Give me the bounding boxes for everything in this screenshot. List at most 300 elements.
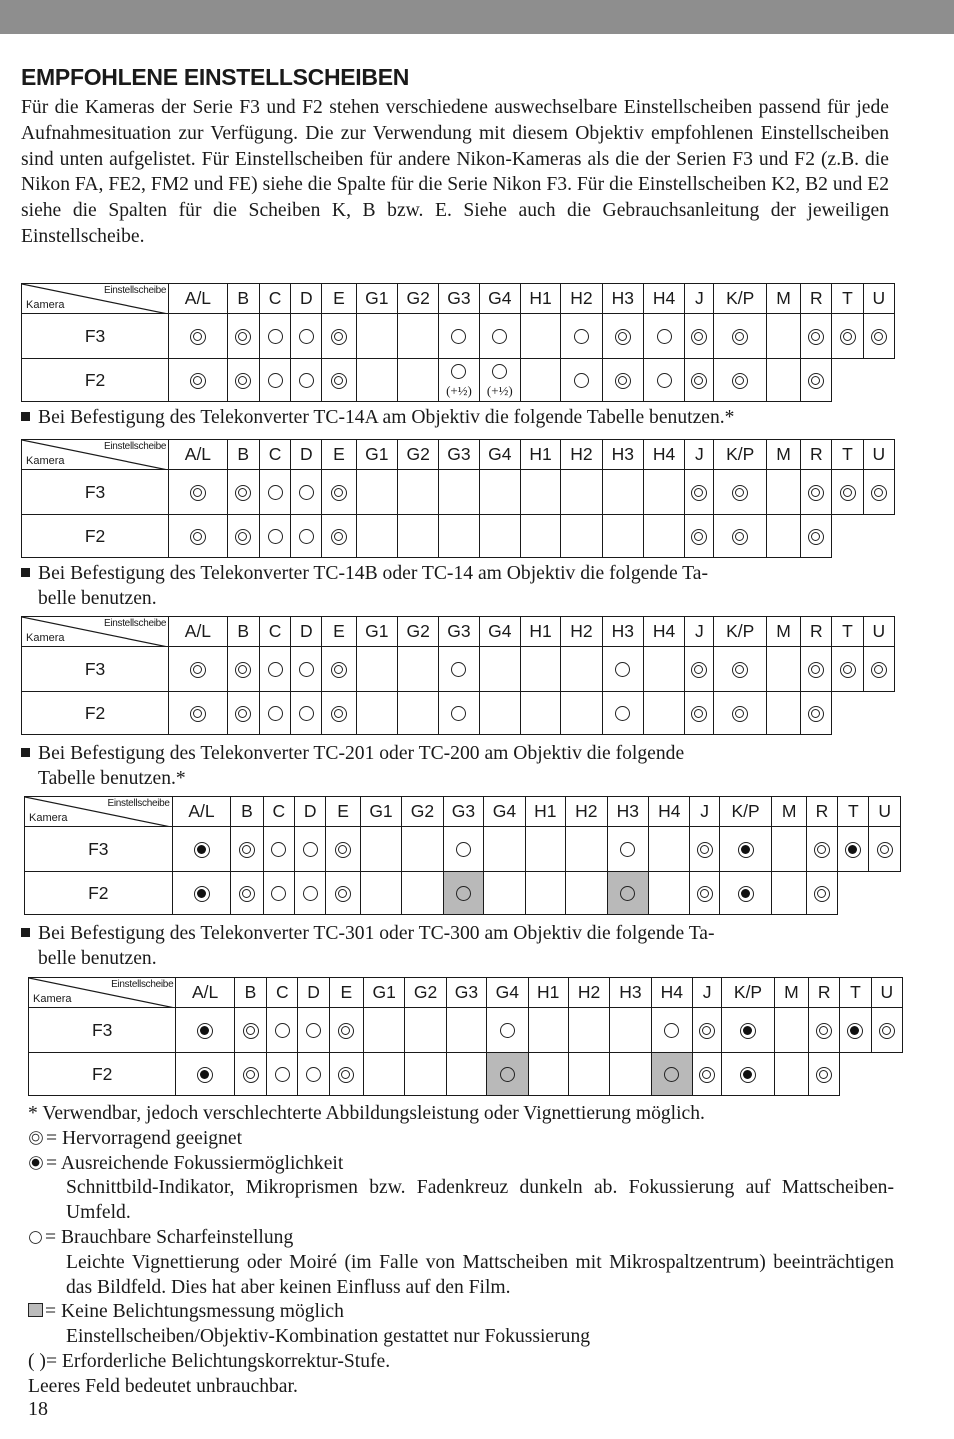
usable-icon <box>456 886 471 901</box>
page-title: EMPFOHLENE EINSTELLSCHEIBEN <box>21 64 410 90</box>
screen-cell <box>869 827 901 872</box>
screen-cell <box>525 827 565 872</box>
legend-sufficient: = Ausreichende Fokussiermöglichkeit <box>28 1152 894 1177</box>
note-text-cont: Tabelle benutzen.* <box>38 767 186 789</box>
blank-cell <box>863 692 894 735</box>
screen-cell <box>439 314 479 359</box>
excellent-icon <box>239 886 255 902</box>
column-header: D <box>291 284 322 314</box>
column-header: J <box>685 617 714 647</box>
screen-cell <box>439 359 479 402</box>
column-header: R <box>806 797 837 827</box>
excellent-icon <box>331 373 347 389</box>
screen-cell <box>329 1008 363 1053</box>
excellent-icon <box>331 529 347 545</box>
usable-icon <box>492 364 507 379</box>
sufficient-icon <box>845 842 861 858</box>
column-header: C <box>259 284 290 314</box>
sufficient-icon <box>740 1023 756 1039</box>
legend-footnote: * Verwendbar, jedoch verschlechterte Abbildungsleistung oder Vignettierung möglich. <box>28 1103 705 1124</box>
excellent-icon <box>808 706 824 722</box>
note-tc301 <box>21 922 891 971</box>
note-text-cont: belle benutzen. <box>38 947 157 969</box>
usable-icon <box>299 706 314 721</box>
screen-cell <box>405 1008 446 1053</box>
column-header: H1 <box>520 284 560 314</box>
column-header: C <box>259 440 290 470</box>
usable-icon <box>620 842 635 857</box>
excellent-icon <box>697 886 713 902</box>
screen-cell <box>801 359 832 402</box>
screen-cell <box>566 827 607 872</box>
screen-cell <box>231 827 263 872</box>
screen-cell <box>528 1008 568 1053</box>
screen-cell <box>520 359 560 402</box>
screen-cell <box>263 827 294 872</box>
screen-cell <box>766 359 800 402</box>
screen-cell <box>772 827 806 872</box>
column-header: A/L <box>172 797 231 827</box>
screen-cell <box>714 470 766 515</box>
corner-top-label: Einstellscheibe <box>103 441 167 452</box>
screen-cell <box>479 647 520 692</box>
column-header: H4 <box>643 617 684 647</box>
excellent-icon <box>814 886 830 902</box>
column-header: B <box>227 440 259 470</box>
column-header: H3 <box>607 797 648 827</box>
screen-cell <box>714 647 766 692</box>
usable-icon <box>615 662 630 677</box>
screen-cell <box>298 1053 329 1096</box>
top-bar <box>0 0 954 34</box>
legend-usable-detail: Leichte Vignettierung oder Moiré (im Falle von Mattscheiben mit Mikrospaltzentrum) beeinträchtigen das Bildfeld. Dies hat aber keinen Einfluss auf den Film. <box>66 1251 894 1298</box>
screen-cell <box>520 692 560 735</box>
column-header: C <box>267 978 298 1008</box>
header-row <box>22 440 895 470</box>
usable-icon <box>299 329 314 344</box>
corner-bottom-label: Kamera <box>26 632 65 644</box>
screen-cell <box>172 872 231 915</box>
blank-cell <box>840 1053 871 1096</box>
bullet-icon <box>21 748 30 757</box>
column-header: H2 <box>566 797 607 827</box>
excellent-icon <box>808 485 824 501</box>
corner-bottom-label: Kamera <box>26 455 65 467</box>
screen-cell <box>685 314 714 359</box>
excellent-icon <box>732 662 748 678</box>
excellent-icon <box>190 329 206 345</box>
bullet-icon <box>21 928 30 937</box>
screen-cell <box>602 470 643 515</box>
usable-icon <box>268 373 283 388</box>
screen-cell <box>402 872 443 915</box>
screen-cell <box>446 1053 486 1096</box>
corner-cell <box>22 440 169 470</box>
corner-cell <box>25 797 173 827</box>
screen-cell <box>360 872 401 915</box>
column-header: J <box>690 797 719 827</box>
column-header: G4 <box>479 284 520 314</box>
column-header: T <box>838 797 869 827</box>
screen-cell <box>766 647 800 692</box>
screen-cell <box>863 470 894 515</box>
screen-cell <box>227 314 259 359</box>
column-header: B <box>231 797 263 827</box>
column-header: E <box>322 617 356 647</box>
screen-cell <box>405 1053 446 1096</box>
table-row <box>22 692 895 735</box>
camera-label: F2 <box>22 359 169 402</box>
usable-icon <box>451 662 466 677</box>
legend <box>28 1102 894 1400</box>
screen-cell <box>443 872 483 915</box>
excellent-icon <box>732 373 748 389</box>
column-header: G1 <box>356 440 397 470</box>
sufficient-icon <box>194 886 210 902</box>
screen-cell <box>291 470 322 515</box>
screen-cell <box>291 692 322 735</box>
screen-cell <box>649 827 690 872</box>
blank-cell <box>832 515 863 558</box>
usable-icon <box>275 1067 290 1082</box>
excellent-icon <box>808 529 824 545</box>
column-header: A/L <box>169 440 227 470</box>
sufficient-icon <box>197 1067 213 1083</box>
screen-cell <box>479 359 520 402</box>
column-header: M <box>766 440 800 470</box>
screen-cell <box>809 1008 840 1053</box>
screen-cell <box>295 872 326 915</box>
screen-cell <box>568 1053 609 1096</box>
screen-cell <box>602 359 643 402</box>
usable-icon <box>615 706 630 721</box>
table-row <box>22 359 895 402</box>
screen-cell <box>356 470 397 515</box>
screen-cell <box>520 647 560 692</box>
excellent-icon <box>29 1131 43 1145</box>
screen-cell <box>397 470 438 515</box>
screen-cell <box>356 359 397 402</box>
header-row <box>25 797 901 827</box>
excellent-icon <box>338 1067 354 1083</box>
screen-cell <box>719 827 772 872</box>
screen-cell <box>227 692 259 735</box>
column-header: H4 <box>651 978 692 1008</box>
screen-cell <box>685 692 714 735</box>
screen-cell <box>863 647 894 692</box>
table-row <box>22 470 895 515</box>
screen-cell <box>446 1008 486 1053</box>
column-header: U <box>871 978 902 1008</box>
usable-icon <box>299 485 314 500</box>
screen-cell <box>329 1053 363 1096</box>
screen-cell <box>809 1053 840 1096</box>
column-header: G1 <box>360 797 401 827</box>
screen-cell <box>722 1008 774 1053</box>
column-header: J <box>685 440 714 470</box>
column-header: H1 <box>528 978 568 1008</box>
blank-cell <box>869 872 901 915</box>
usable-icon <box>29 1231 42 1244</box>
legend-no-metering: = Keine Belichtungsmessung möglich <box>28 1300 894 1325</box>
screen-table-standard <box>21 283 895 402</box>
screen-cell <box>227 515 259 558</box>
screen-cell <box>832 314 863 359</box>
screen-cell <box>766 692 800 735</box>
header-row <box>22 284 895 314</box>
screen-cell <box>690 872 719 915</box>
column-header: R <box>801 617 832 647</box>
column-header: G3 <box>439 440 479 470</box>
screen-cell <box>227 470 259 515</box>
screen-cell <box>528 1053 568 1096</box>
corner-cell <box>22 617 169 647</box>
legend-empty: Leeres Feld bedeutet unbrauchbar. <box>28 1375 298 1397</box>
screen-cell <box>690 827 719 872</box>
screen-cell <box>356 647 397 692</box>
column-header: H1 <box>520 617 560 647</box>
usable-icon <box>299 529 314 544</box>
column-header: H4 <box>649 797 690 827</box>
screen-cell <box>322 515 356 558</box>
column-header: B <box>227 284 259 314</box>
corner-top-label: Einstellscheibe <box>111 979 174 990</box>
column-header: K/P <box>714 617 766 647</box>
screen-cell <box>766 515 800 558</box>
excellent-icon <box>871 662 887 678</box>
screen-cell <box>801 314 832 359</box>
screen-cell <box>487 1008 528 1053</box>
column-header: H2 <box>568 978 609 1008</box>
screen-cell <box>291 647 322 692</box>
column-header: D <box>291 617 322 647</box>
usable-icon <box>620 886 635 901</box>
column-header: T <box>832 617 863 647</box>
camera-label: F3 <box>22 470 169 515</box>
excellent-icon <box>615 373 631 389</box>
table-row <box>22 314 895 359</box>
usable-icon <box>268 329 283 344</box>
table-row <box>29 1008 903 1053</box>
column-header: G3 <box>446 978 486 1008</box>
camera-label: F2 <box>29 1053 176 1096</box>
screen-cell <box>685 359 714 402</box>
column-header: D <box>298 978 329 1008</box>
excellent-icon <box>235 662 251 678</box>
column-header: H4 <box>643 440 684 470</box>
camera-label: F3 <box>29 1008 176 1053</box>
screen-cell <box>322 470 356 515</box>
excellent-icon <box>816 1067 832 1083</box>
screen-cell <box>169 359 227 402</box>
corner-top-label: Einstellscheibe <box>103 618 167 629</box>
usable-icon <box>306 1067 321 1082</box>
excellent-icon <box>691 329 707 345</box>
screen-cell <box>801 647 832 692</box>
usable-icon <box>306 1023 321 1038</box>
screen-cell <box>227 359 259 402</box>
screen-cell <box>298 1008 329 1053</box>
column-header: B <box>234 978 266 1008</box>
column-header: M <box>766 617 800 647</box>
screen-cell <box>651 1008 692 1053</box>
screen-cell <box>561 359 602 402</box>
excellent-icon <box>331 662 347 678</box>
blank-cell <box>863 515 894 558</box>
excellent-icon <box>190 529 206 545</box>
column-header: H3 <box>602 617 643 647</box>
screen-cell <box>259 314 290 359</box>
column-header: H1 <box>520 440 560 470</box>
screen-cell <box>714 314 766 359</box>
screen-cell <box>326 827 360 872</box>
screen-cell <box>234 1008 266 1053</box>
screen-cell <box>397 359 438 402</box>
note-tc14b <box>21 562 891 611</box>
sufficient-icon <box>29 1156 43 1170</box>
screen-cell <box>602 515 643 558</box>
excellent-icon <box>691 373 707 389</box>
note-text: Bei Befestigung des Telekonverter TC-201 oder TC-200 am Objektiv die folgende <box>38 743 685 764</box>
camera-label: F2 <box>25 872 173 915</box>
note-tc201 <box>21 742 891 791</box>
camera-label: F3 <box>22 647 169 692</box>
screen-cell <box>291 314 322 359</box>
column-header: J <box>693 978 722 1008</box>
screen-cell <box>651 1053 692 1096</box>
usable-icon <box>451 706 466 721</box>
screen-cell <box>774 1008 808 1053</box>
screen-cell <box>520 470 560 515</box>
excellent-icon <box>699 1023 715 1039</box>
screen-cell <box>772 872 806 915</box>
excellent-icon <box>840 662 856 678</box>
screen-cell <box>838 827 869 872</box>
camera-label: F3 <box>25 827 173 872</box>
screen-cell <box>561 314 602 359</box>
usable-icon <box>657 373 672 388</box>
excellent-icon <box>235 485 251 501</box>
column-header: G2 <box>402 797 443 827</box>
screen-cell <box>227 647 259 692</box>
column-header: R <box>801 440 832 470</box>
column-header: G4 <box>479 440 520 470</box>
usable-icon <box>303 842 318 857</box>
usable-icon <box>456 842 471 857</box>
legend-sufficient-detail: Schnittbild-Indikator, Mikroprismen bzw. Fadenkreuz dunkeln ab. Fokussierung auf Mattscheiben-Umfeld. <box>66 1177 894 1224</box>
usable-icon <box>271 886 286 901</box>
usable-icon <box>500 1023 515 1038</box>
table-row <box>25 872 901 915</box>
screen-table-tc301 <box>28 977 903 1096</box>
screen-cell <box>525 872 565 915</box>
usable-icon <box>268 485 283 500</box>
excellent-icon <box>691 662 707 678</box>
column-header: G4 <box>479 617 520 647</box>
column-header: H2 <box>561 617 602 647</box>
sufficient-icon <box>738 842 754 858</box>
usable-icon <box>299 373 314 388</box>
column-header: G4 <box>484 797 525 827</box>
screen-cell <box>479 692 520 735</box>
column-header: G1 <box>364 978 405 1008</box>
column-header: B <box>227 617 259 647</box>
bullet-icon <box>21 568 30 577</box>
column-header: T <box>832 284 863 314</box>
table-row <box>29 1053 903 1096</box>
column-header: E <box>329 978 363 1008</box>
screen-cell <box>259 515 290 558</box>
screen-cell <box>259 692 290 735</box>
screen-cell <box>610 1008 651 1053</box>
excellent-icon <box>697 842 713 858</box>
screen-cell <box>693 1008 722 1053</box>
column-header: G1 <box>356 284 397 314</box>
excellent-icon <box>808 662 824 678</box>
screen-cell <box>520 515 560 558</box>
column-header: A/L <box>169 617 227 647</box>
screen-cell <box>487 1053 528 1096</box>
column-header: K/P <box>714 440 766 470</box>
column-header: H4 <box>643 284 684 314</box>
camera-label: F3 <box>22 314 169 359</box>
screen-cell <box>801 470 832 515</box>
screen-cell <box>520 314 560 359</box>
screen-cell <box>267 1053 298 1096</box>
excellent-icon <box>877 842 893 858</box>
screen-cell <box>722 1053 774 1096</box>
corner-top-label: Einstellscheibe <box>107 798 170 809</box>
screen-table-tc201 <box>24 796 901 915</box>
column-header: C <box>259 617 290 647</box>
screen-cell <box>643 647 684 692</box>
screen-cell <box>561 470 602 515</box>
column-header: E <box>326 797 360 827</box>
excellent-icon <box>190 373 206 389</box>
screen-cell <box>439 647 479 692</box>
corner-bottom-label: Kamera <box>29 812 68 824</box>
legend-excellent: = Hervorragend geeignet <box>28 1127 894 1152</box>
screen-cell <box>479 314 520 359</box>
screen-cell <box>774 1053 808 1096</box>
column-header: M <box>772 797 806 827</box>
column-header: G3 <box>439 617 479 647</box>
screen-cell <box>259 470 290 515</box>
screen-cell <box>259 359 290 402</box>
column-header: D <box>295 797 326 827</box>
usable-icon <box>268 662 283 677</box>
column-header: H3 <box>602 440 643 470</box>
excellent-icon <box>732 706 748 722</box>
column-header: A/L <box>176 978 235 1008</box>
screen-cell <box>561 647 602 692</box>
corner-cell <box>29 978 176 1008</box>
column-header: K/P <box>714 284 766 314</box>
screen-cell <box>693 1053 722 1096</box>
corner-cell <box>22 284 169 314</box>
screen-cell <box>714 359 766 402</box>
column-header: J <box>685 284 714 314</box>
usable-icon <box>492 329 507 344</box>
column-header: G1 <box>356 617 397 647</box>
column-header: D <box>291 440 322 470</box>
column-header: K/P <box>722 978 774 1008</box>
screen-cell <box>832 647 863 692</box>
screen-cell <box>766 470 800 515</box>
usable-icon <box>451 364 466 379</box>
screen-cell <box>863 314 894 359</box>
note-tc14a <box>21 406 891 431</box>
